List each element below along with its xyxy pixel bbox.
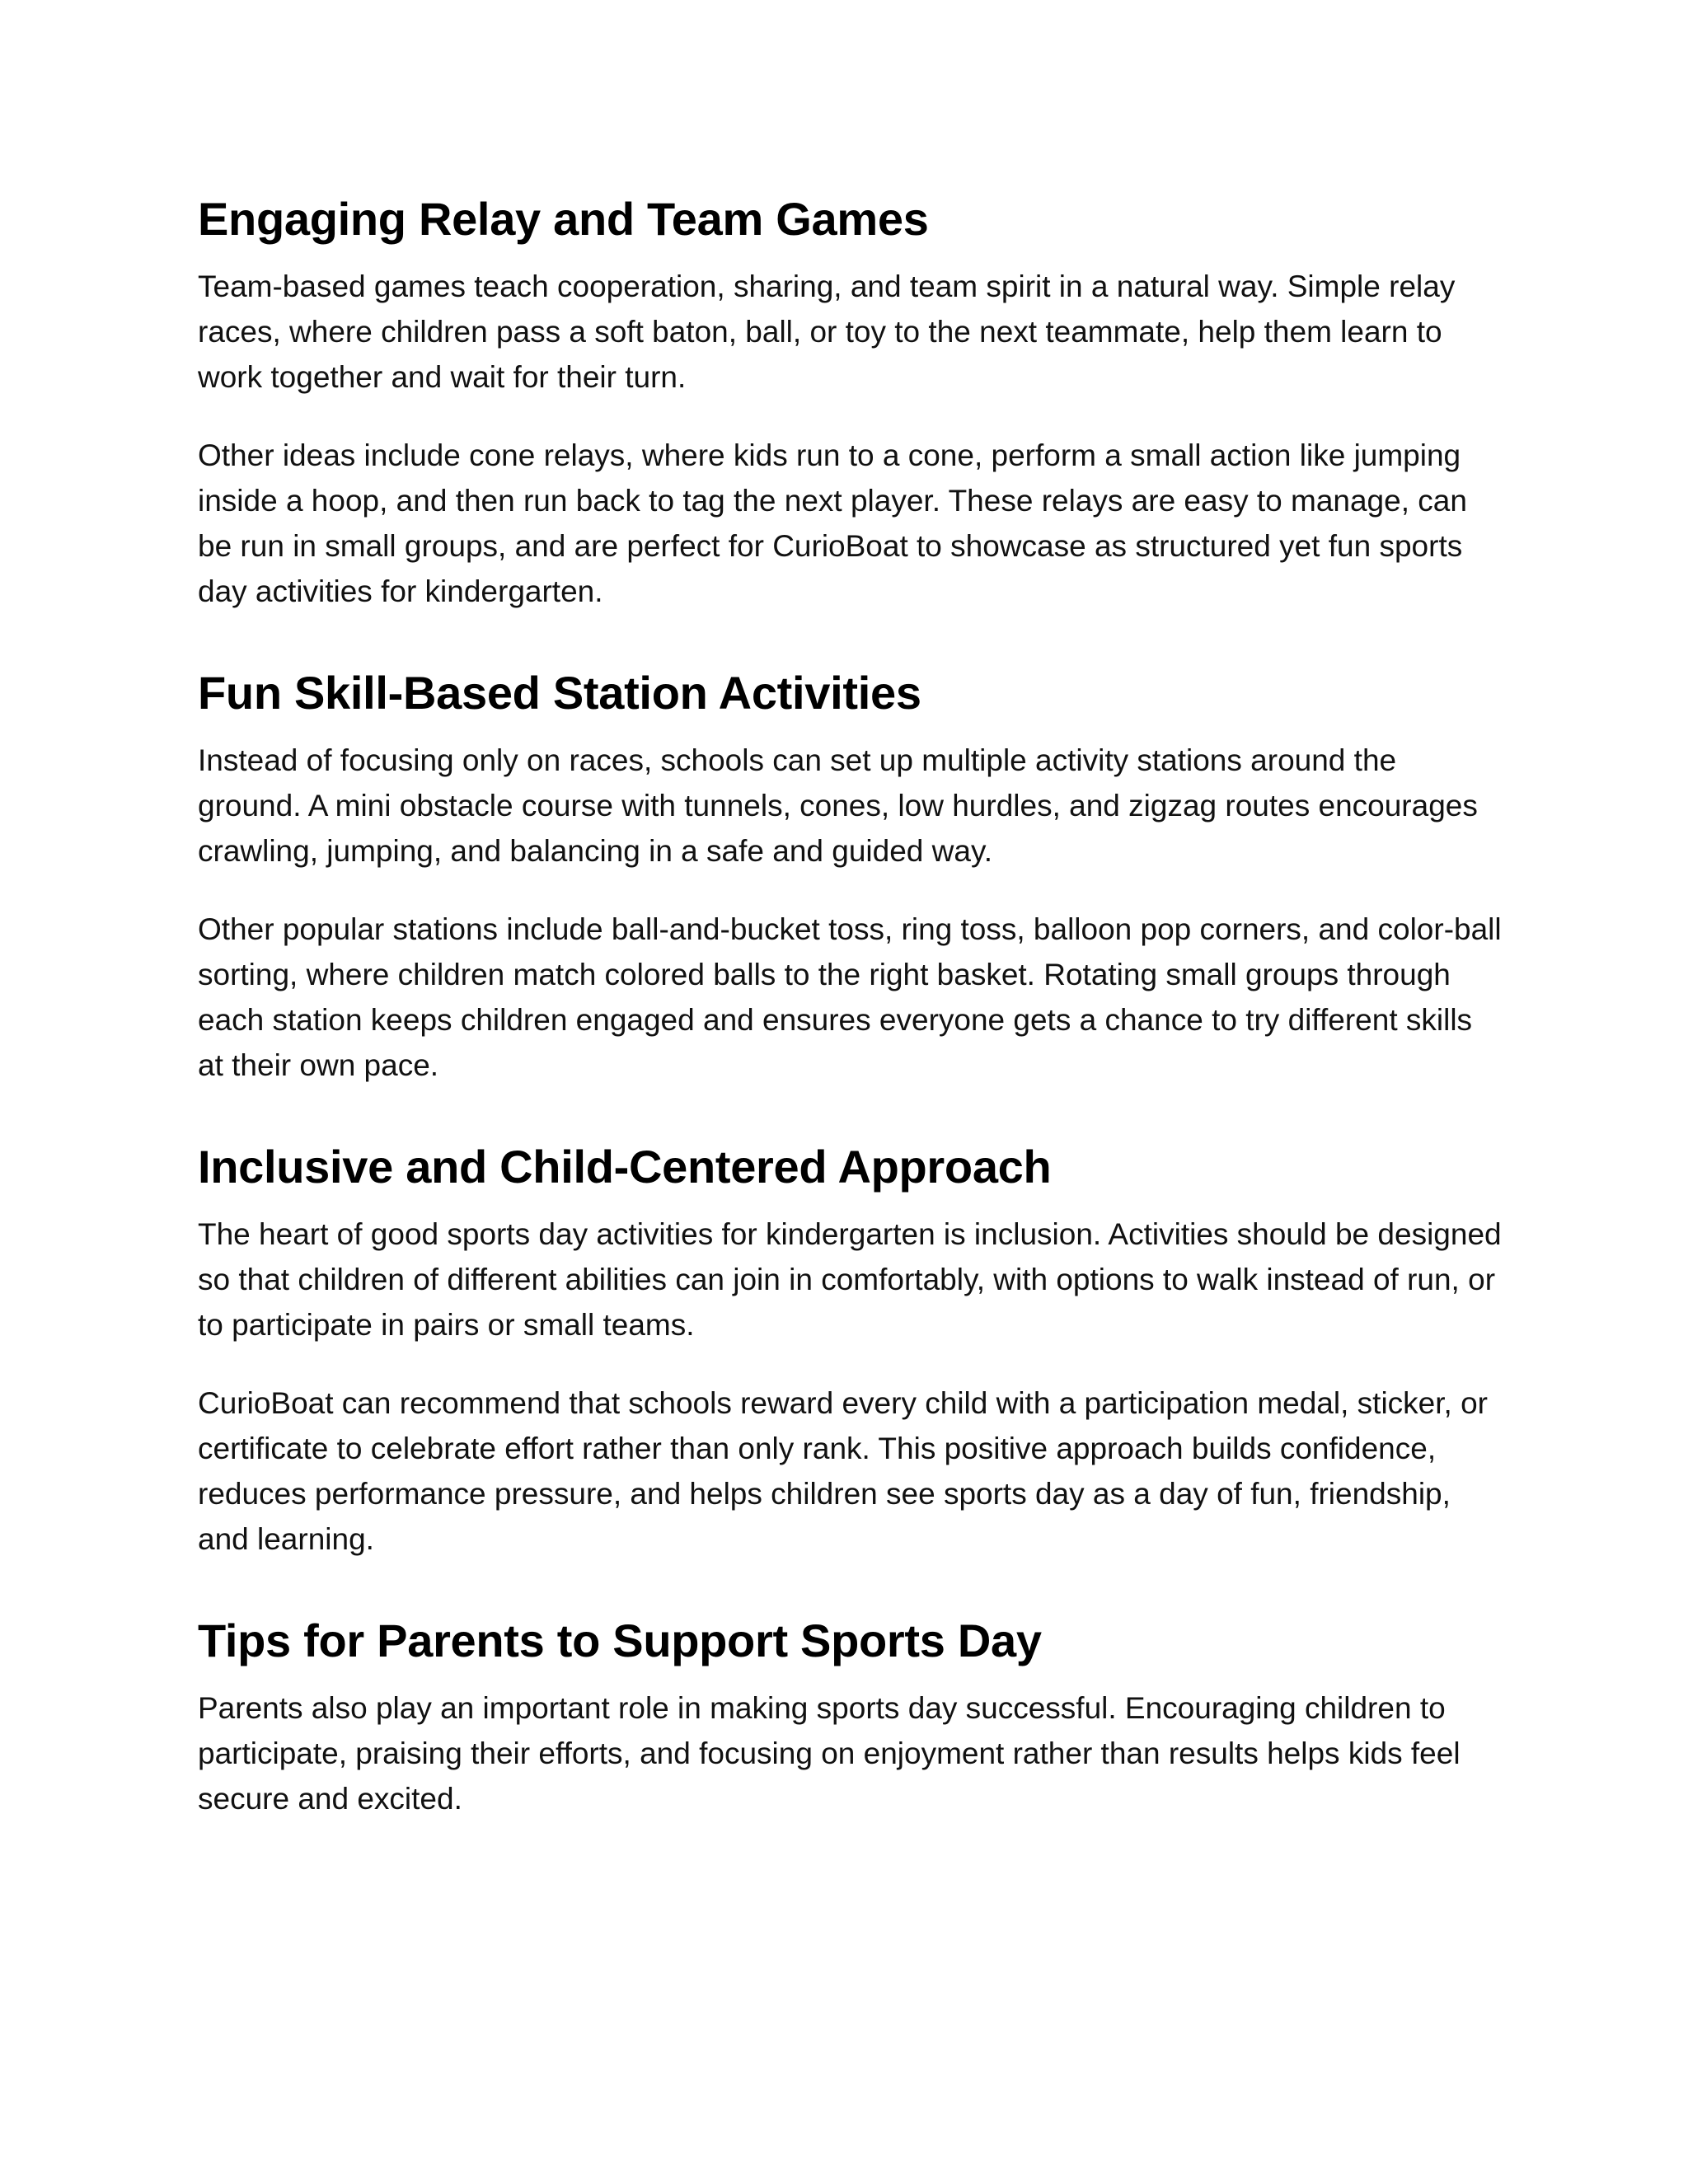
section-inclusive-approach [198, 1137, 1504, 1562]
section-heading: Tips for Parents to Support Sports Day [198, 1615, 1042, 1666]
section-parent-tips [198, 1611, 1504, 1821]
section-relay-team-games [198, 190, 1504, 614]
paragraph: CurioBoat can recommend that schools reward every child with a participation medal, sticker, or certificate to celebrate effort rather than only rank. This positive approach builds confidence, reduces performance pressure, and helps children see sports day as a day of fun, friendship, and learning. [198, 1386, 1488, 1556]
paragraph: Instead of focusing only on races, schools can set up multiple activity stations around the ground. A mini obstacle course with tunnels, cones, low hurdles, and zigzag routes encourages crawling, jumping, and balancing in a safe and guided way. [198, 743, 1478, 868]
paragraph: Team-based games teach cooperation, sharing, and team spirit in a natural way. Simple relay races, where children pass a soft baton, ball, or toy to the next teammate, help them learn to work together and wait for their turn. [198, 269, 1456, 394]
paragraph: Other ideas include cone relays, where kids run to a cone, perform a small action like jumping inside a hoop, and then run back to tag the next player. These relays are easy to manage, can be run in small groups, and are perfect for CurioBoat to showcase as structured yet fun sports day activities for kindergarten. [198, 438, 1467, 608]
section-heading: Fun Skill-Based Station Activities [198, 667, 921, 719]
paragraph: Parents also play an important role in making sports day successful. Encouraging children to participate, praising their efforts, and focusing on enjoyment rather than results helps kids feel secure and excited. [198, 1691, 1461, 1816]
section-heading: Inclusive and Child-Centered Approach [198, 1141, 1052, 1193]
section-skill-station-activities [198, 663, 1504, 1088]
paragraph: Other popular stations include ball-and-bucket toss, ring toss, balloon pop corners, and color-ball sorting, where children match colored balls to the right basket. Rotating small groups through each station keeps children engaged and ensures everyone gets a chance to try different skills at their own pace. [198, 912, 1502, 1082]
document-page [198, 190, 1504, 1871]
section-heading: Engaging Relay and Team Games [198, 193, 929, 245]
paragraph: The heart of good sports day activities for kindergarten is inclusion. Activities should be designed so that children of different abilities can join in comfortably, with options to walk instead of run, or to participate in pairs or small teams. [198, 1217, 1502, 1342]
